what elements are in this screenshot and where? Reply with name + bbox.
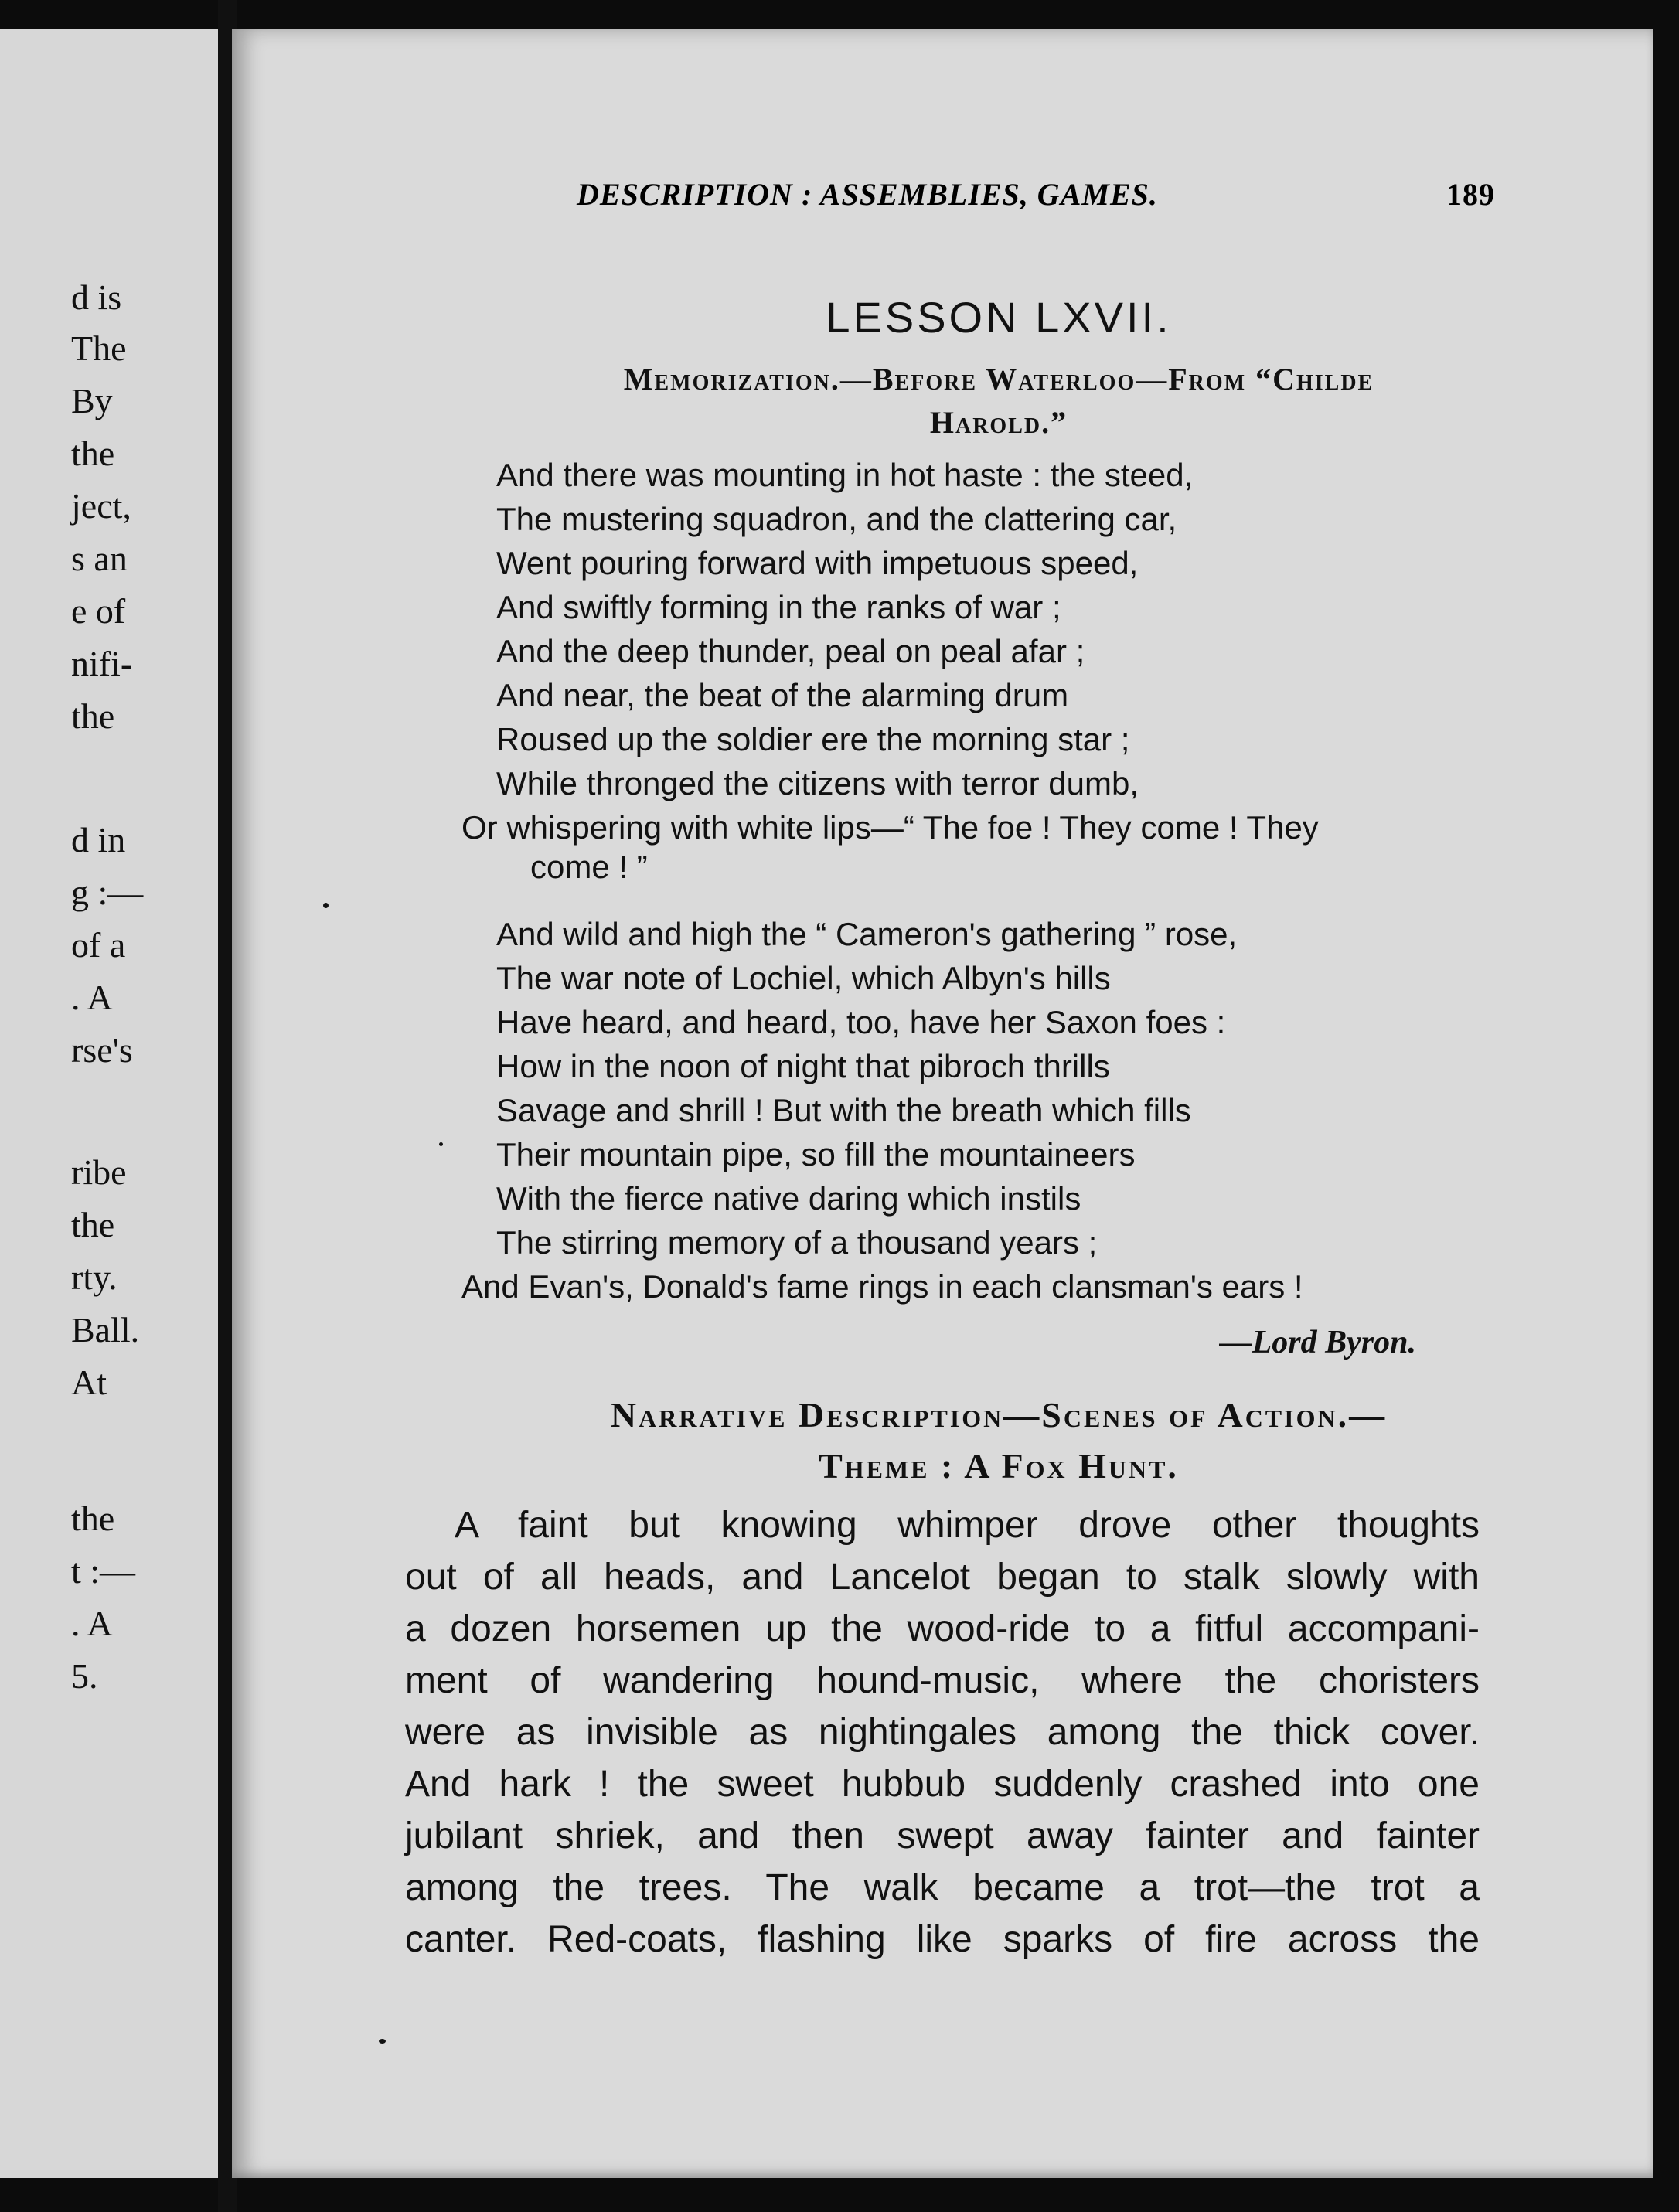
left-fragment: ribe: [71, 1152, 127, 1192]
narrative-heading-line: Theme : A Fox Hunt.: [819, 1446, 1179, 1485]
left-fragment: At: [71, 1363, 107, 1402]
left-fragment: s an: [71, 539, 128, 578]
left-fragment: rse's: [71, 1030, 133, 1070]
poem-line: Their mountain pipe, so fill the mountaineers: [496, 1136, 1136, 1172]
left-fragment: rty.: [71, 1257, 117, 1297]
right-page: [232, 29, 1653, 2178]
left-page-edge: [0, 29, 220, 2178]
poem-line: The stirring memory of a thousand years ;: [496, 1224, 1098, 1261]
prose-line: out of all heads, and Lancelot began to stalk slowly with: [405, 1557, 1480, 1598]
left-fragment: nifi-: [71, 644, 133, 683]
poem-line: And wild and high the “ Cameron's gathering ” rose,: [496, 916, 1238, 952]
left-fragment: of a: [71, 925, 126, 965]
poem: [461, 453, 1548, 1308]
poem-line: Have heard, and heard, too, have her Saxon foes :: [496, 1004, 1226, 1040]
lesson-title: LESSON LXVII.: [826, 293, 1172, 342]
poem-line: Went pouring forward with impetuous speed,: [496, 545, 1139, 581]
left-fragment: ject,: [71, 486, 131, 526]
poem-attribution: —Lord Byron.: [1219, 1325, 1416, 1360]
left-fragment: . A: [71, 1604, 113, 1643]
prose-line: were as invisible as nightingales among the thick cover.: [405, 1712, 1480, 1753]
left-fragment: the: [71, 1205, 115, 1244]
prose-line: ment of wandering hound-music, where the choristers: [405, 1660, 1480, 1701]
prose-line: And hark ! the sweet hubbub suddenly crashed into one: [405, 1764, 1480, 1805]
prose-line: a dozen horsemen up the wood-ride to a fitful accompani-: [405, 1608, 1480, 1649]
running-head-title: DESCRIPTION : ASSEMBLIES, GAMES.: [577, 177, 1158, 212]
left-fragment: the: [71, 696, 115, 736]
poem-line: Roused up the soldier ere the morning star ;: [496, 721, 1130, 757]
memorization-heading: [411, 358, 1586, 444]
left-fragment: . A: [71, 978, 113, 1017]
poem-line: While thronged the citizens with terror dumb,: [496, 765, 1139, 801]
poem-line: And the deep thunder, peal on peal afar ;: [496, 633, 1085, 669]
scan-speck: [439, 1142, 443, 1146]
poem-line: And Evan's, Donald's fame rings in each clansman's ears !: [461, 1268, 1303, 1305]
memorization-heading-line: Memorization.—Before Waterloo—From “Childe: [623, 362, 1374, 396]
prose-line: A faint but knowing whimper drove other thoughts: [455, 1505, 1480, 1546]
poem-line: Savage and shrill ! But with the breath which fills: [496, 1092, 1191, 1128]
poem-line: And there was mounting in hot haste : the steed,: [496, 457, 1194, 493]
narrative-heading: [411, 1390, 1586, 1492]
poem-line: The mustering squadron, and the clattering car,: [496, 501, 1177, 537]
left-fragment: By: [71, 381, 113, 420]
poem-line: come ! ”: [530, 849, 648, 885]
left-fragment: d is: [71, 277, 122, 317]
left-fragment: e of: [71, 591, 126, 631]
left-fragment: The: [71, 328, 127, 368]
left-fragment: 5.: [71, 1656, 98, 1696]
prose-paragraph: [405, 1499, 1480, 1965]
memorization-heading-line: Harold.”: [929, 405, 1068, 440]
poem-line: Or whispering with white lips—“ The foe ! They come ! They: [461, 809, 1319, 846]
poem-line: And swiftly forming in the ranks of war ;: [496, 589, 1061, 625]
poem-line: The war note of Lochiel, which Albyn's hills: [496, 960, 1111, 996]
page-number: 189: [1446, 177, 1495, 212]
prose-line: canter. Red-coats, flashing like sparks of fire across the: [405, 1919, 1480, 1960]
running-head: [577, 176, 1495, 213]
poem-line: How in the noon of night that pibroch thrills: [496, 1048, 1110, 1084]
stanza-break: [496, 889, 1548, 912]
left-fragment: t :—: [71, 1551, 136, 1591]
left-fragment: the: [71, 434, 115, 473]
left-fragment: g :—: [71, 873, 144, 912]
poem-line: And near, the beat of the alarming drum: [496, 677, 1069, 713]
prose-line: among the trees. The walk became a trot—the trot a: [405, 1867, 1480, 1908]
left-fragment: d in: [71, 820, 126, 859]
left-fragment: the: [71, 1499, 115, 1538]
narrative-heading-line: Narrative Description—Scenes of Action.—: [610, 1395, 1388, 1434]
scan-speck: [323, 903, 329, 908]
scan-speck: [379, 2039, 386, 2044]
prose-line: jubilant shriek, and then swept away fainter and fainter: [405, 1816, 1480, 1856]
left-fragment: Ball.: [71, 1310, 140, 1349]
poem-line: With the fierce native daring which instils: [496, 1180, 1081, 1217]
